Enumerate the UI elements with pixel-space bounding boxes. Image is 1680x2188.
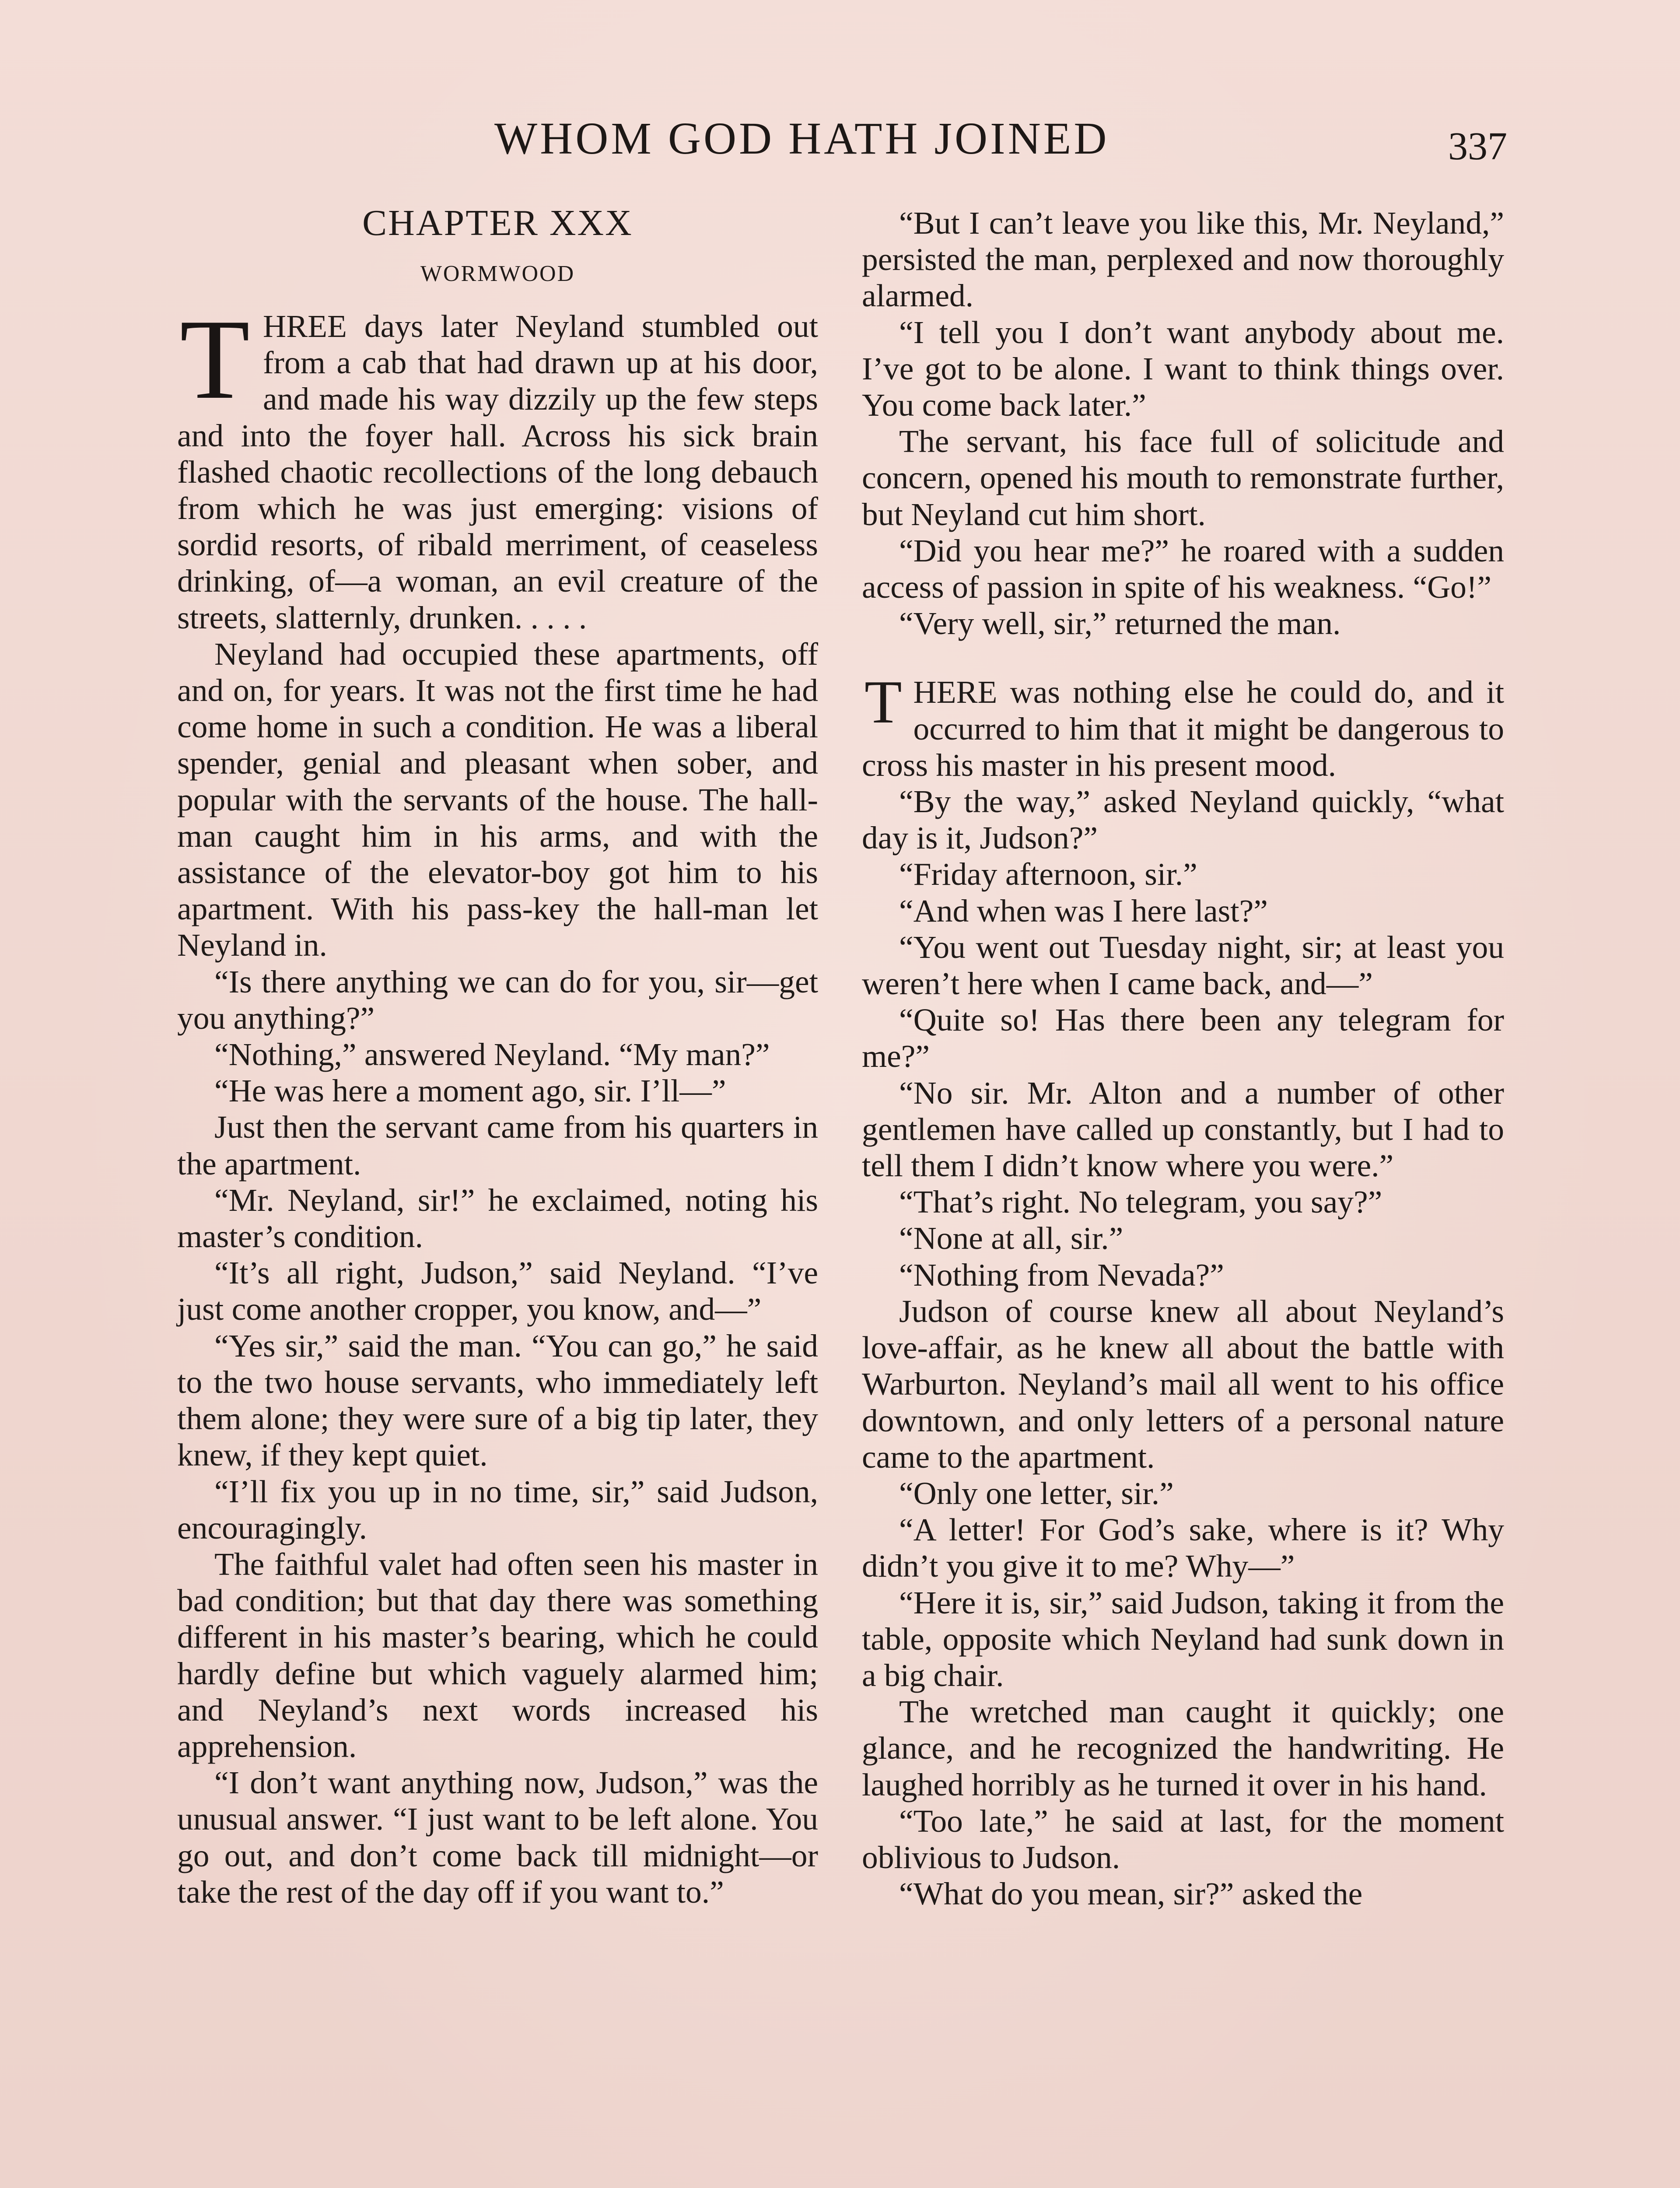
paragraph: “Only one letter, sir.”	[899, 1475, 1174, 1511]
page-number: 337	[1448, 125, 1507, 168]
section-break	[862, 642, 1504, 674]
paragraph: Neyland had occupied these apartments, off and on, for years. It was not the first time he had come home in such a condition. He was a liberal spender, genial and pleasant when sober, and popular with the servants of the house. The hall-man caught him in his arms, and with the assistance of the elevator-boy got him to his apartment. With his pass-key the hall-man let Neyland in.	[177, 636, 818, 963]
paragraph: The servant, his face full of solicitude and concern, opened his mouth to remonstrate further, but Neyland cut him short.	[862, 424, 1504, 532]
paragraph: “You went out Tuesday night, sir; at least you weren’t here when I came back, and—”	[862, 929, 1504, 1002]
paragraph: Just then the servant came from his quarters in the apartment.	[177, 1109, 818, 1182]
paragraph: “A letter! For God’s sake, where is it? Why didn’t you give it to me? Why—”	[862, 1512, 1504, 1584]
chapter-subtitle: WORMWOOD	[420, 261, 575, 286]
right-column	[862, 205, 1504, 1912]
paragraph: The wretched man caught it quickly; one glance, and he recognized the handwriting. He laughed horribly as he turned it over in his hand.	[862, 1694, 1504, 1802]
paragraph: THREE days later Neyland stumbled out from a cab that had drawn up at his door, and made his way dizzily up the few steps and into the foyer hall. Across his sick brain flashed chaotic recollections of the long debauch from which he was just emerging: visions of sordid resorts, of ribald merriment, of ceaseless drinking, of—a woman, an evil creature of the streets, slatternly, drunken. . . . .	[177, 296, 818, 635]
paragraph: “I don’t want anything now, Judson,” was the unusual answer. “I just want to be left alone. You go out, and don’t come back till midnight—or take the rest of the day off if you want to.”	[177, 1765, 818, 1910]
chapter-title: CHAPTER XXX	[362, 203, 633, 243]
paragraph: “Is there anything we can do for you, sir—get you anything?”	[177, 964, 818, 1036]
paragraph: “But I can’t leave you like this, Mr. Neyland,” persisted the man, perplexed and now thoroughly alarmed.	[862, 205, 1504, 314]
paragraph: The faithful valet had often seen his master in bad condition; but that day there was something different in his master’s bearing, which he could hardly define but which vaguely alarmed him; and Neyland’s next words increased his apprehension.	[177, 1546, 818, 1764]
paragraph: THERE was nothing else he could do, and it occurred to him that it might be dangerous to cross his master in his present mood.	[862, 668, 1504, 783]
paragraph: “What do you mean, sir?” asked the	[899, 1876, 1363, 1912]
paragraph: “By the way,” asked Neyland quickly, “what day is it, Judson?”	[862, 784, 1504, 856]
paragraph: “Did you hear me?” he roared with a sudden access of passion in spite of his weakness. “Go!”	[862, 533, 1504, 605]
running-title: WHOM GOD HATH JOINED	[494, 113, 1110, 164]
paragraph: “Too late,” he said at last, for the moment oblivious to Judson.	[862, 1803, 1504, 1875]
paragraph: “I tell you I don’t want anybody about me. I’ve got to be alone. I want to think things over. You come back later.”	[862, 314, 1504, 423]
paragraph: Judson of course knew all about Neyland’s love-affair, as he knew all about the battle with Warburton. Neyland’s mail all went to his office downtown, and only letters of a personal nature came to the apartment.	[862, 1293, 1504, 1475]
paragraph: “Friday afternoon, sir.”	[899, 856, 1197, 892]
paragraph: “Very well, sir,” returned the man.	[899, 606, 1341, 642]
paragraph: “None at all, sir.”	[899, 1220, 1124, 1256]
paragraph: “Mr. Neyland, sir!” he exclaimed, noting his master’s condition.	[177, 1182, 818, 1255]
drop-cap: T	[180, 296, 250, 423]
paragraph: “Nothing from Nevada?”	[899, 1257, 1224, 1293]
paragraph: “Nothing,” answered Neyland. “My man?”	[214, 1037, 770, 1073]
paragraph: “Here it is, sir,” said Judson, taking it from the table, opposite which Neyland had sunk down in a big chair.	[862, 1585, 1504, 1693]
paragraph: “I’ll fix you up in no time, sir,” said Judson, encouragingly.	[177, 1473, 818, 1546]
paragraph: “No sir. Mr. Alton and a number of other gentlemen have called up constantly, but I had to tell them I didn’t know where you were.”	[862, 1075, 1504, 1184]
paragraph: “Yes sir,” said the man. “You can go,” he said to the two house servants, who immediately left them alone; they were sure of a big tip later, they knew, if they kept quiet.	[177, 1328, 818, 1473]
paragraph: “That’s right. No telegram, you say?”	[899, 1184, 1382, 1220]
paragraph: “And when was I here last?”	[899, 893, 1268, 929]
paragraph: “He was here a moment ago, sir. I’ll—”	[214, 1073, 726, 1109]
left-column	[177, 205, 818, 1910]
paragraph: “It’s all right, Judson,” said Neyland. “I’ve just come another cropper, you know, and—”	[177, 1255, 818, 1327]
drop-cap: T	[864, 668, 902, 736]
paragraph: “Quite so! Has there been any telegram for me?”	[862, 1002, 1504, 1074]
